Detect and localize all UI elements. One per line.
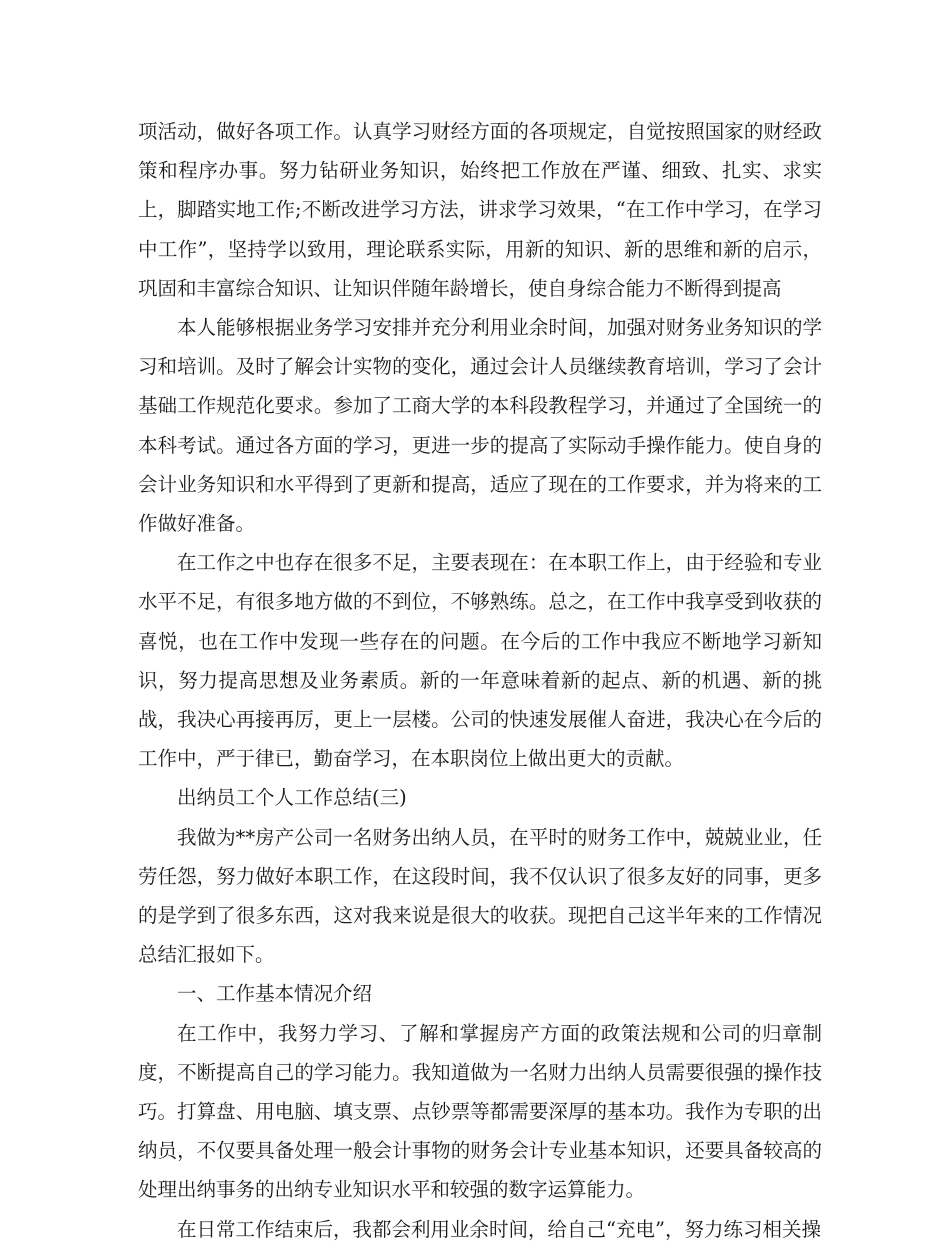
section-title: 出纳员工个人工作总结(三) bbox=[177, 786, 407, 810]
paragraph-3: 在工作之中也存在很多不足，主要表现在：在本职工作上，由于经验和专业水平不足，有很多地方做的不到位，不够熟练。总之，在工作中我享受到收获的喜悦，也在工作中发现一些存在的问题。在今后的工作中我应不断地学习新知识，努力提高思想及业务素质。新的一年意味着新的起点、新的机遇、新的挑战，我决心再接再厉，更上一层楼。公司的快速发展催人奋进，我决心在今后的工作中，严于律已，勤奋学习，在本职岗位上做出更大的贡献。 bbox=[138, 551, 822, 771]
paragraph-5: 我做为**房产公司一名财务出纳人员，在平时的财务工作中，兢兢业业，任劳任怨，努力做好本职工作，在这段时间，我不仅认识了很多友好的同事，更多的是学到了很多东西，这对我来说是很大的收获。现把自己这半年来的工作情况总结汇报如下。 bbox=[138, 825, 822, 967]
paragraph-8: 在日常工作结束后，我都会利用业余时间，给自己“充电”，努力练习相关操 bbox=[177, 1217, 821, 1241]
document-body bbox=[138, 112, 822, 1249]
paragraph-2: 本人能够根据业务学习安排并充分利用业余时间，加强对财务业务知识的学习和培训。及时了解会计实物的变化，通过会计人员继续教育培训，学习了会计基础工作规范化要求。参加了工商大学的本科段教程学习，并通过了全国统一的本科考试。通过各方面的学习，更进一步的提高了实际动手操作能力。使自身的会计业务知识和水平得到了更新和提高，适应了现在的工作要求，并为将来的工作做好准备。 bbox=[138, 316, 822, 536]
paragraph-7: 在工作中，我努力学习、了解和掌握房产方面的政策法规和公司的归章制度，不断提高自己的学习能力。我知道做为一名财力出纳人员需要很强的操作技巧。打算盘、用电脑、填支票、点钞票等都需要深厚的基本功。我作为专职的出纳员，不仅要具备处理一般会计事物的财务会计专业基本知识，还要具备较高的处理出纳事务的出纳专业知识水平和较强的数字运算能力。 bbox=[138, 1021, 822, 1202]
subsection-heading: 一、工作基本情况介绍 bbox=[177, 982, 373, 1006]
paragraph-1: 项活动，做好各项工作。认真学习财经方面的各项规定，自觉按照国家的财经政策和程序办事。努力钻研业务知识，始终把工作放在严谨、细致、扎实、求实上，脚踏实地工作;不断改进学习方法，讲求学习效果，“在工作中学习，在学习中工作”，坚持学以致用，理论联系实际，用新的知识、新的思维和新的启示，巩固和丰富综合知识、让知识伴随年龄增长，使自身综合能力不断得到提高 bbox=[138, 120, 822, 300]
